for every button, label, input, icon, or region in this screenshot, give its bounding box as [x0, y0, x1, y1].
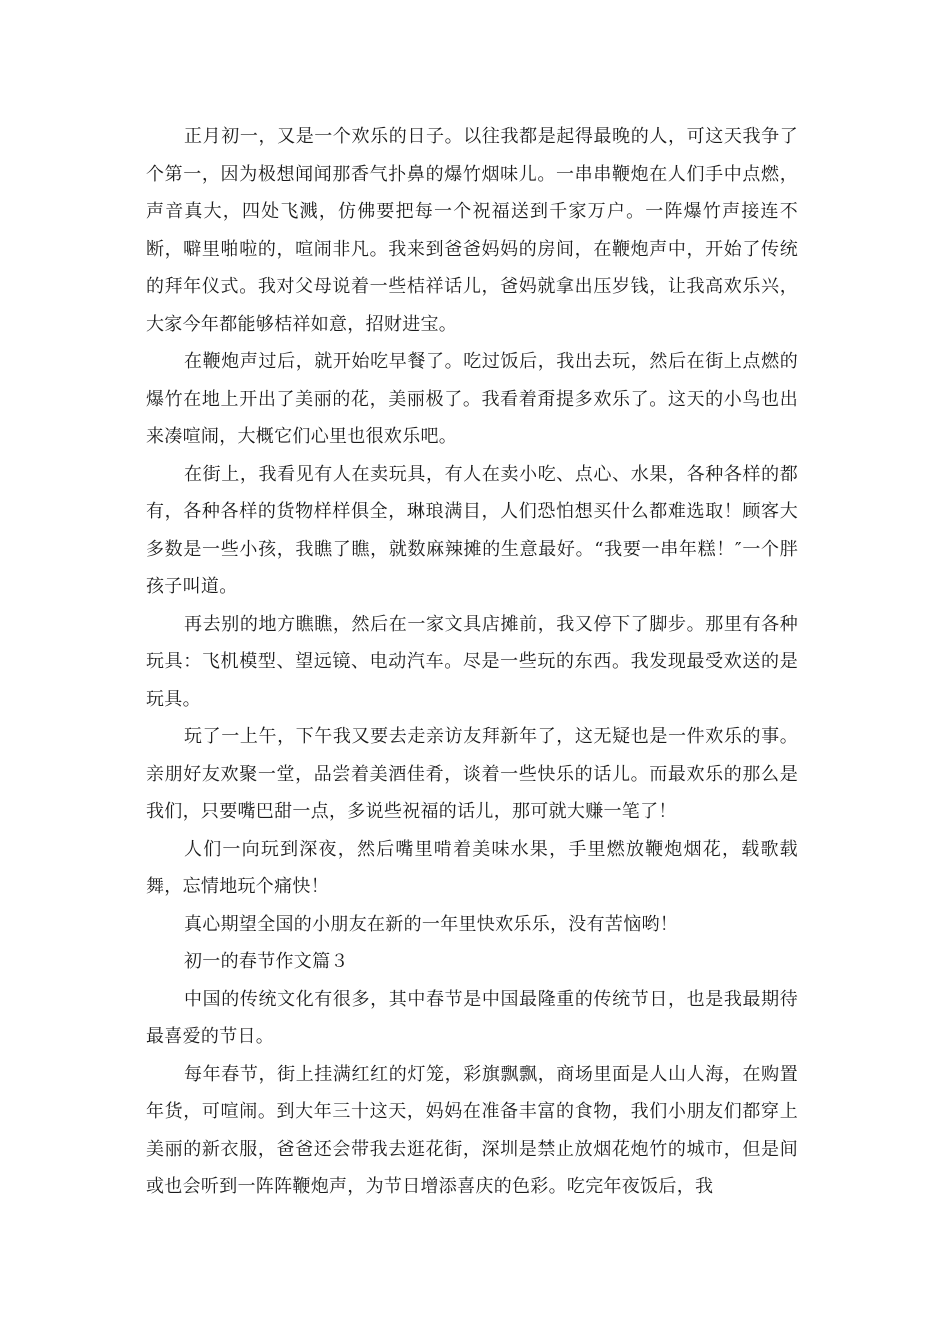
section-paragraph-2: 每年春节，街上挂满红红的灯笼，彩旗飘飘，商场里面是人山人海，在购置年货，可喧闹。到大年三十这天，妈妈在准备丰富的食物，我们小朋友们都穿上美丽的新衣服，爸爸还会带我去逛花街，深圳是禁止放烟花炮竹的城市，但是间或也会听到一阵阵鞭炮声，为节日增添喜庆的色彩。吃完年夜饭后，我: [146, 1063, 798, 1197]
section-paragraph-1: 中国的传统文化有很多，其中春节是中国最隆重的传统节日，也是我最期待最喜爱的节日。: [146, 988, 798, 1047]
paragraph-2: 在鞭炮声过后，就开始吃早餐了。吃过饭后，我出去玩，然后在街上点燃的爆竹在地上开出了美丽的花，美丽极了。我看着甭提多欢乐了。这天的小鸟也出来凑喧闹，大概它们心里也很欢乐吧。: [146, 351, 798, 447]
paragraph-6: 人们一向玩到深夜，然后嘴里啃着美味水果，手里燃放鞭炮烟花，载歌载舞，忘情地玩个痛快！: [146, 838, 798, 897]
document-page: [146, 118, 798, 1206]
section-title: 初一的春节作文篇３: [184, 951, 349, 972]
paragraph-3: 在街上，我看见有人在卖玩具，有人在卖小吃、点心、水果，各种各样的都有，各种各样的货物样样俱全，琳琅满目，人们恐怕想买什么都难选取！顾客大多数是一些小孩，我瞧了瞧，就数麻辣摊的生意最好。“我要一串年糕！″一个胖孩子叫道。: [146, 463, 798, 597]
paragraph-1: 正月初一，又是一个欢乐的日子。以往我都是起得最晚的人，可这天我争了个第一，因为极想闻闻那香气扑鼻的爆竹烟味儿。一串串鞭炮在人们手中点燃，声音真大，四处飞溅，仿佛要把每一个祝福送到千家万户。一阵爆竹声接连不断，噼里啪啦的，喧闹非凡。我来到爸爸妈妈的房间，在鞭炮声中，开始了传统的拜年仪式。我对父母说着一些桔祥话儿，爸妈就拿出压岁钱，让我高欢乐兴，大家今年都能够桔祥如意，招财进宝。: [146, 126, 798, 335]
paragraph-5: 玩了一上午，下午我又要去走亲访友拜新年了，这无疑也是一件欢乐的事。亲朋好友欢聚一堂，品尝着美酒佳肴，谈着一些快乐的话儿。而最欢乐的那么是我们，只要嘴巴甜一点，多说些祝福的话儿，那可就大赚一笔了！: [146, 726, 798, 822]
paragraph-7: 真心期望全国的小朋友在新的一年里快欢乐乐，没有苦恼哟！: [184, 913, 679, 935]
paragraph-4: 再去别的地方瞧瞧，然后在一家文具店摊前，我又停下了脚步。那里有各种玩具：飞机模型、望远镜、电动汽车。尽是一些玩的东西。我发现最受欢送的是玩具。: [146, 613, 798, 710]
